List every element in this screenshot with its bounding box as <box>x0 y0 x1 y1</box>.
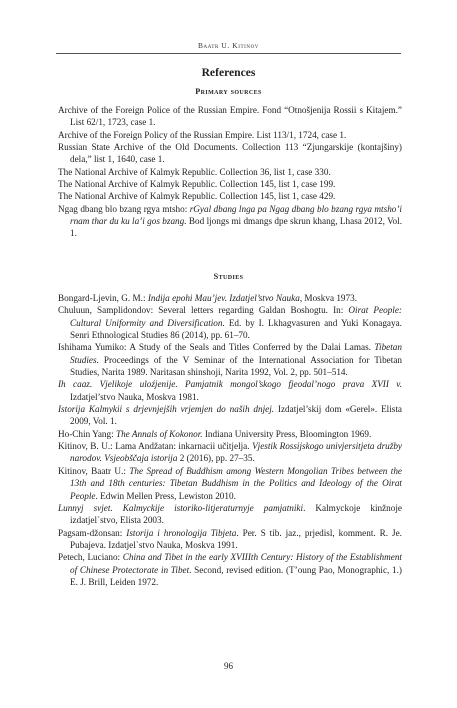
reference-text: The National Archive of Kalmyk Republic. Collection 36, list 1, case 330. <box>58 166 331 177</box>
reference-text: Kitinov, Baatr U.: <box>58 465 130 476</box>
reference-text: Bod ljongs mi dmangs dpe skrun khang, Lhasa 2012, Vol. 1. <box>70 216 402 239</box>
reference-text: Petech, Luciano: <box>58 552 123 563</box>
reference-text: Chuluun, Samplidondov: Several letters regarding Galdan Boshogtu. In: <box>58 305 349 316</box>
reference-title: The Spread of Buddhism among Western Mongolian Tribes between the 13th and 18th centuries: Tibetan Buddhism in the Politics and Ideology of the Oirat People <box>70 465 403 501</box>
reference-title: Indija epohi Mau’jev. Izdatjel’stvo Nauka <box>147 293 300 303</box>
primary-sources-list <box>58 104 402 240</box>
reference-title: rGyal dbang lnga pa Ngag dbang blo bzang rgya mtsho’i rnam thar du ku la’i gos bzang. <box>70 203 402 227</box>
reference-text: Ngag dbang blo bzang rgya mtsho: <box>58 203 190 214</box>
reference-entry <box>58 440 402 465</box>
reference-entry <box>58 166 402 178</box>
reference-title: Vjestik Rossijskogo univjersitjeta družby narodov. Vsjeobščaja istorija <box>70 441 402 464</box>
reference-text: Izdatjel’stvo Nauka, Moskva 1981. <box>70 391 199 402</box>
reference-text: Archive of the Foreign Policy of the Russian Empire. List 113/1, 1724, case 1. <box>58 129 347 140</box>
reference-text: Bongard-Ljevin, G. M.: <box>58 293 148 303</box>
section-heading-primary-sources: Primary sources <box>195 87 262 96</box>
running-head: Baatr U. Kitinov <box>197 41 260 50</box>
reference-text: . Kalmyckoje kinžnoje izdatjel`stvo, Elista 2003. <box>70 502 402 526</box>
reference-text: Ho-Chin Yang: <box>58 428 116 439</box>
reference-text: . Edwin Mellen Press, Lewiston 2010. <box>95 490 236 501</box>
reference-entry <box>58 190 402 202</box>
reference-title: Istorija i hronologija Tibjeta <box>126 527 237 538</box>
reference-entry <box>58 141 402 166</box>
reference-text: Izdatjel’skij dom «Gerel». Elista 2009, Vol. 1. <box>70 404 402 427</box>
reference-entry <box>58 304 402 341</box>
reference-entry <box>58 378 402 403</box>
reference-text: Ishihama Yumiko: A Study of the Seals and Titles Conferred by the Dalai Lamas. <box>58 342 375 353</box>
reference-title: Ih caaz. Vjelikoje uloźjenije. Pamjatnik mongol’skogo fjeodal’nogo prava XVII v. <box>58 379 402 390</box>
studies-list <box>58 292 402 588</box>
reference-text: The National Archive of Kalmyk Republic. Collection 145, list 1, case 429. <box>58 191 336 202</box>
page-title: References <box>201 66 256 79</box>
reference-entry <box>58 527 402 552</box>
section-heading-studies: Studies <box>213 272 244 281</box>
reference-title: Tibetan Studies <box>70 342 402 365</box>
page-number: 96 <box>224 661 233 671</box>
reference-title: Istorija Kalmykii s drjevnjejših vrjemjen do naših dnjej. <box>58 404 275 415</box>
reference-entry <box>58 341 402 378</box>
reference-entry <box>58 104 402 129</box>
reference-title: Oirat People: Cultural Uniformity and Diversification. <box>70 305 402 328</box>
reference-entry <box>58 292 402 304</box>
reference-text: 2 (2016), pp. 27–35. <box>177 453 255 464</box>
reference-entry <box>58 428 402 440</box>
reference-entry <box>58 178 402 190</box>
reference-text: Russian State Archive of the Old Documents. Collection 113 “Zjungarskije (kontajšiny) dela,” list 1, 1640, case 1. <box>58 142 402 165</box>
reference-text: Archive of the Foreign Police of the Russian Empire. Fond “Otnošjenija Rossii s Kitajem.” List 62/1, 1723, case 1. <box>58 105 402 128</box>
reference-text: Kitinov, B. U.: Lama Andžatan: inkarnacii učitjelja. <box>58 441 253 452</box>
reference-entry <box>58 403 402 428</box>
reference-entry <box>58 203 402 240</box>
reference-entry <box>58 502 402 527</box>
reference-text: . Per. S tib. jaz., prjedisl, komment. R. Je. Pubajeva. Izdatjel`stvo Nauka, Moskva 1991. <box>70 527 402 550</box>
reference-text: Ed. by I. Lkhagvasuren and Yuki Konagaya. Senri Ethnological Studies 86 (2014), pp. 61–70. <box>70 317 402 341</box>
reference-text: The National Archive of Kalmyk Republic. Collection 145, list 1, case 199. <box>58 179 336 190</box>
reference-text: , Moskva 1973. <box>299 293 357 303</box>
reference-text: . Second, revised edition. (T’oung Pao, Monographic, 1.) E. J. Brill, Leiden 1972. <box>70 564 402 587</box>
reference-title: Lunnyj svjet. Kalmyckije istoriko-litjeraturnyje pamjatniki <box>58 502 304 513</box>
reference-text: . Proceedings of the V Seminar of the International Association for Tibetan Studies, Narita 1989. Naritasan shinshoji, Narita 1992, Vol. 2, pp. 501–514. <box>70 354 402 378</box>
header-rule <box>56 53 401 54</box>
reference-title: The Annals of Kokonor. <box>115 428 203 439</box>
reference-text: Pagsam-džonsan: <box>58 527 127 538</box>
reference-text: Indiana University Press, Bloomington 1969. <box>202 428 372 439</box>
reference-entry <box>58 129 402 141</box>
reference-title: China and Tibet in the early XVIIIth Century: History of the Establishment of Chinese Protectorate in Tibet <box>70 552 402 575</box>
reference-entry <box>58 551 402 588</box>
reference-entry <box>58 465 402 502</box>
